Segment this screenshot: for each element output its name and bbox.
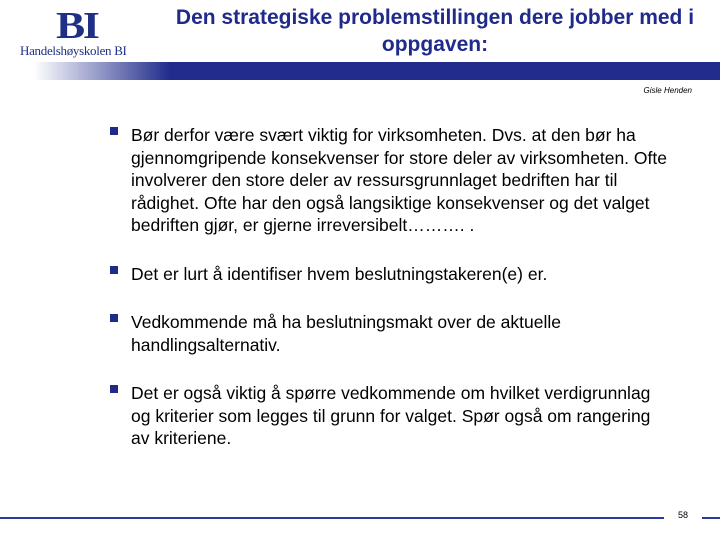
slide-title: Den strategiske problemstillingen dere jobber med i oppgaven:	[175, 6, 695, 56]
logo-text: Handelshøyskolen BI	[20, 43, 127, 58]
bullet-text: Bør derfor være svært viktig for virksomheten. Dvs. at den bør ha gjennomgripende konsekvenser for store deler av virksomheten. Ofte involverer den store deler av ressursgrunnlaget bedriften har til rådighet. Ofte har den også langsiktige konsekvenser og det valget bedriften gjør, er gjerne irreversibelt………. .	[131, 125, 667, 235]
footer-line	[0, 517, 720, 519]
bullet-text: Vedkommende må ha beslutningsmakt over de aktuelle handlingsalternativ.	[131, 312, 561, 355]
bullet-item	[110, 311, 670, 356]
logo-mark: BI	[56, 5, 98, 47]
bullet-square-icon	[110, 266, 118, 274]
bullet-item	[110, 263, 670, 286]
bullet-square-icon	[110, 127, 118, 135]
bullet-item	[110, 124, 670, 237]
bi-logo	[8, 6, 148, 66]
bullet-text: Det er også viktig å spørre vedkommende om hvilket verdigrunnlag og kriterier som legges til grunn for valget. Spør også om rangering av kriteriene.	[131, 383, 651, 448]
author-label: Gisle Henden	[643, 86, 692, 95]
header-bar-fade	[0, 62, 170, 80]
bullet-square-icon	[110, 314, 118, 322]
page-number: 58	[677, 510, 688, 520]
bullet-text: Det er lurt å identifiser hvem beslutningstakeren(e) er.	[131, 263, 548, 284]
bullet-item	[110, 382, 670, 450]
bullet-square-icon	[110, 385, 118, 393]
bullet-list	[110, 124, 670, 476]
